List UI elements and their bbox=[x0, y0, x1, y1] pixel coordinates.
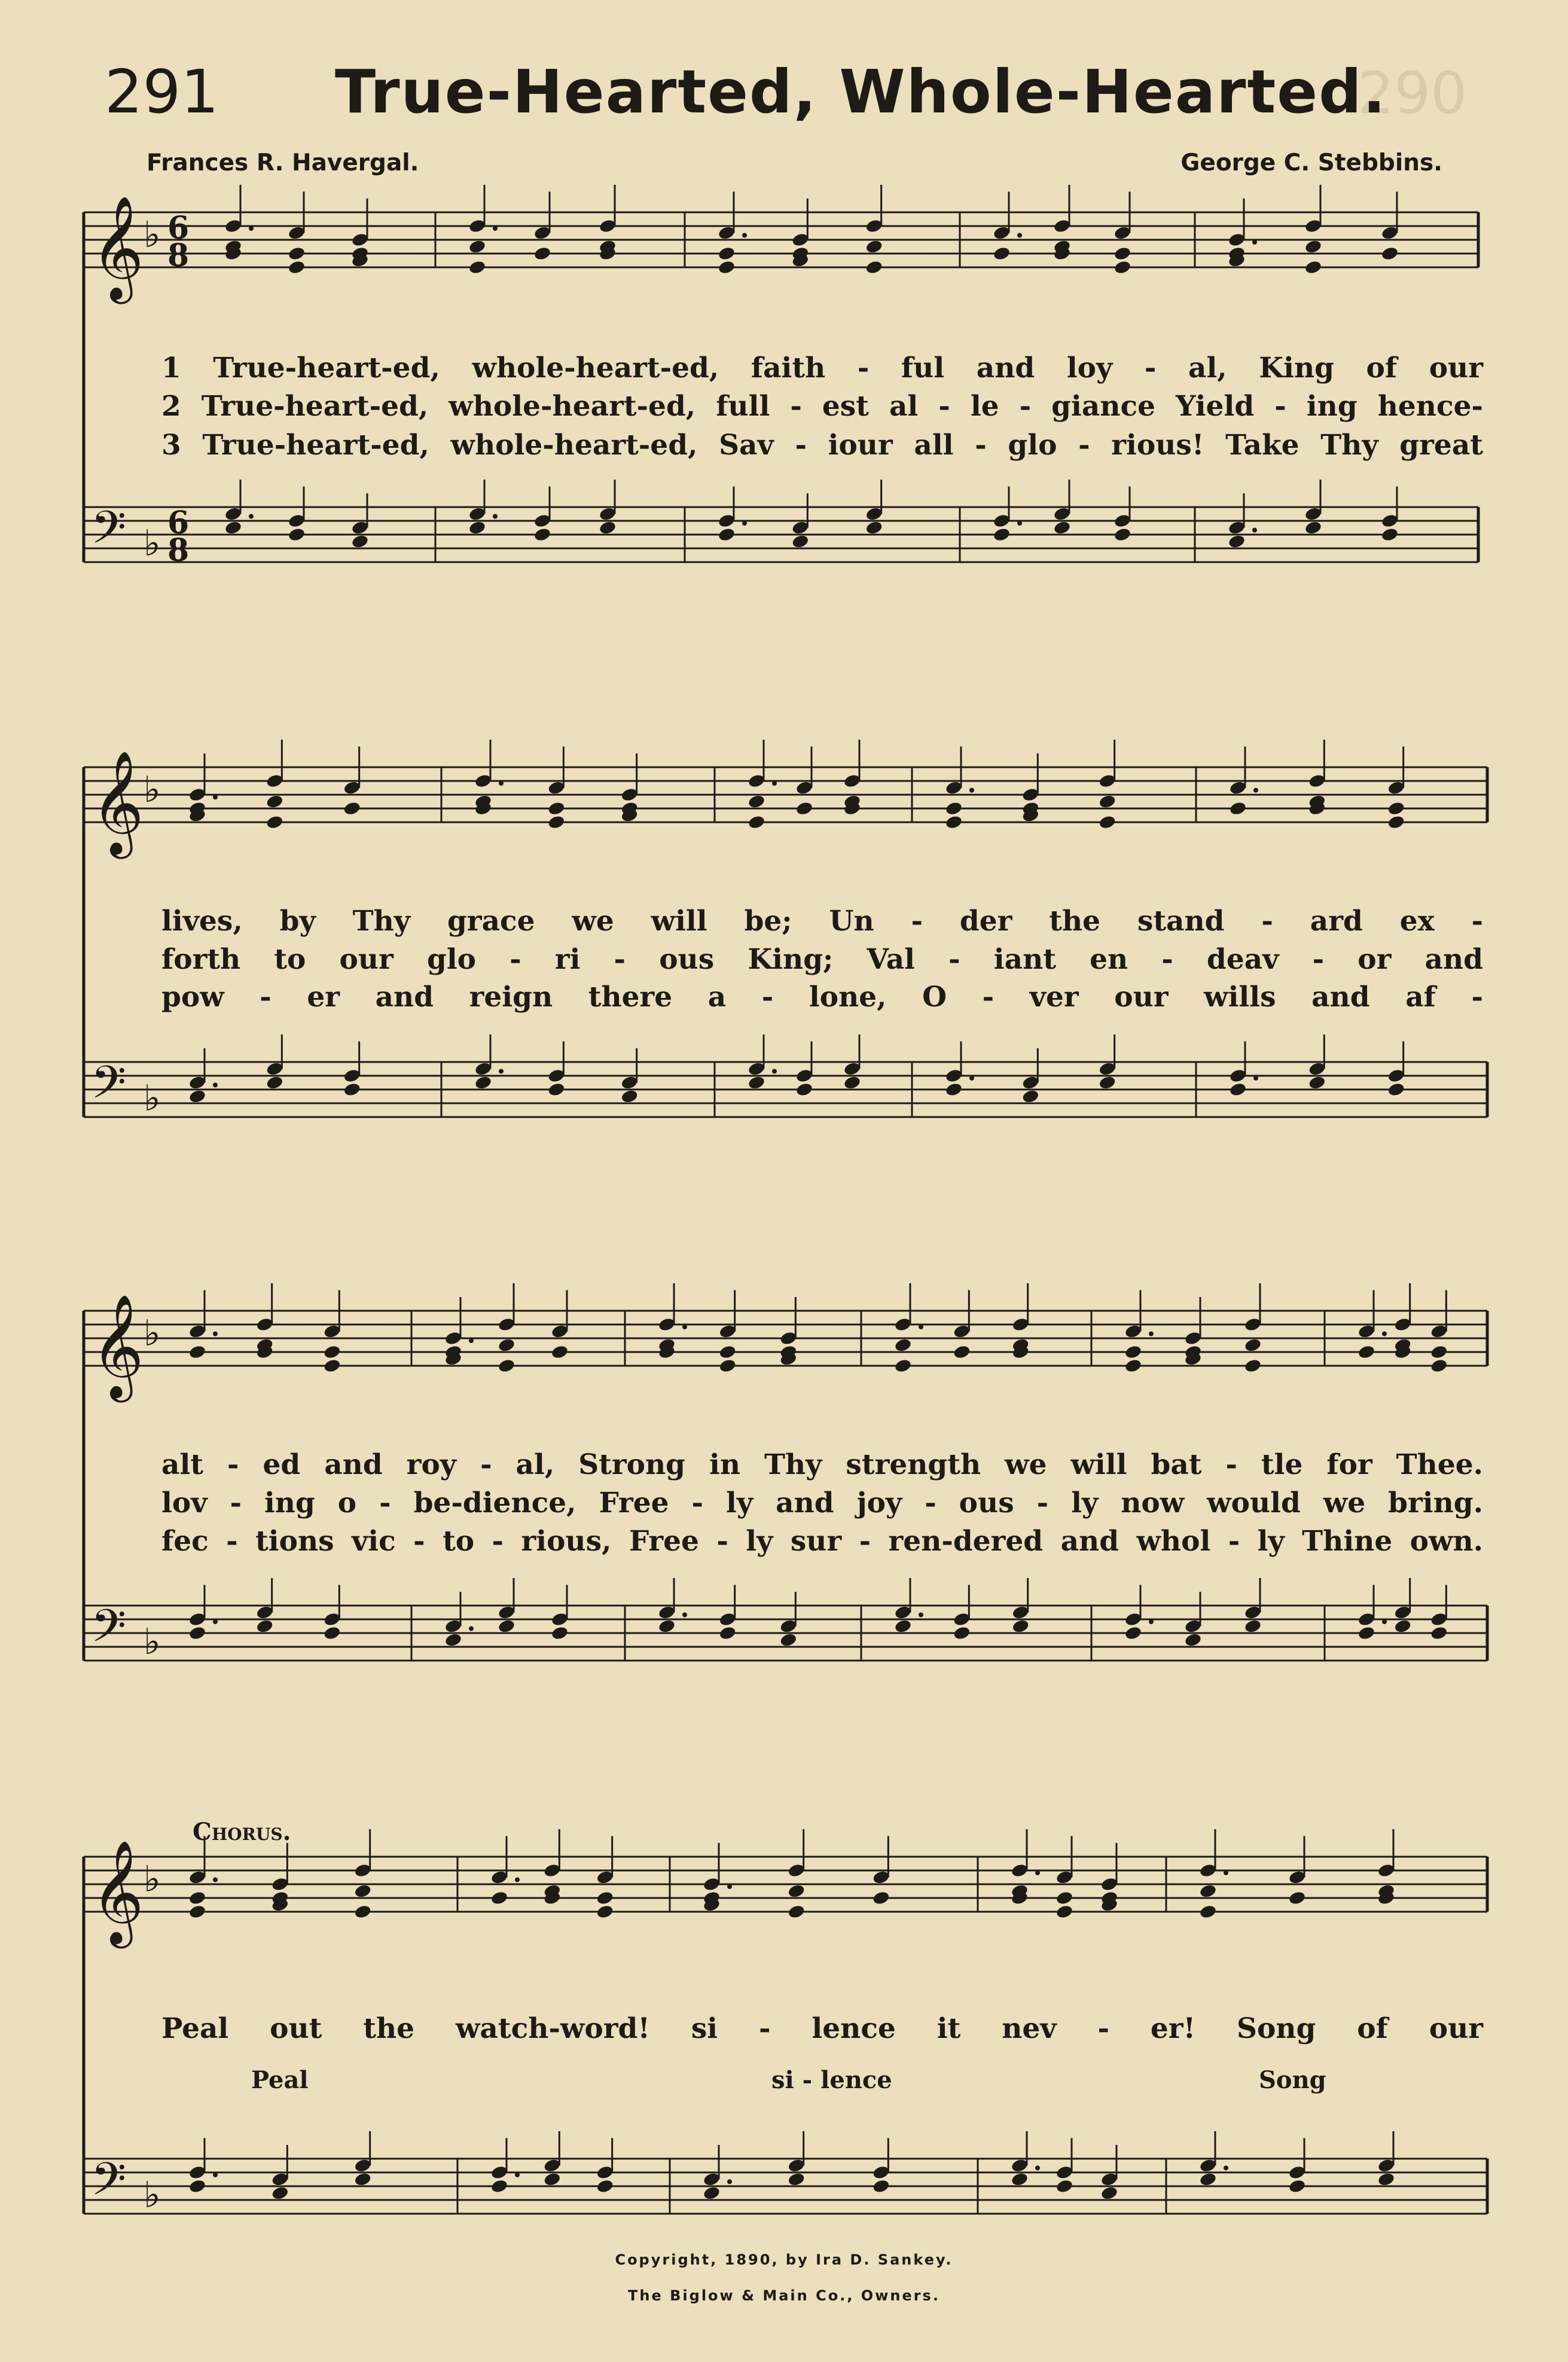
note-head bbox=[543, 2172, 562, 2187]
note-head bbox=[266, 814, 284, 830]
augmentation-dot bbox=[772, 781, 777, 786]
note-head bbox=[1098, 1075, 1116, 1091]
note-head bbox=[288, 527, 306, 542]
lyric-line: fec - tions vic - to - rious, Free - ly sur - ren-dered and whol - ly Thine own. bbox=[161, 1525, 1483, 1558]
augmentation-dot bbox=[469, 1338, 474, 1343]
lyric-line: Peal out the watch-word! si - lence it nev - er! Song of our bbox=[161, 2012, 1483, 2045]
flat-key-icon: ♭ bbox=[144, 2174, 161, 2216]
note-head bbox=[533, 527, 552, 542]
note-head bbox=[255, 1619, 274, 1634]
note-head bbox=[1244, 1358, 1262, 1374]
augmentation-dot bbox=[493, 226, 498, 231]
augmentation-dot bbox=[213, 1878, 218, 1882]
treble-clef-icon: 𝄞 bbox=[91, 1294, 144, 1398]
note-head bbox=[795, 1082, 814, 1097]
note-head bbox=[468, 260, 487, 275]
note-head bbox=[1021, 1089, 1040, 1104]
note-head bbox=[1381, 246, 1399, 261]
note-head bbox=[343, 801, 361, 816]
note-head bbox=[787, 2172, 806, 2187]
note-head bbox=[1387, 814, 1405, 830]
note-head bbox=[474, 1075, 493, 1091]
note-head bbox=[620, 1089, 639, 1104]
note-head bbox=[188, 2178, 207, 2194]
bass-lyric: Song bbox=[1259, 2066, 1326, 2094]
note-head bbox=[551, 1344, 569, 1360]
bass-clef-icon: 𝄢 bbox=[91, 2153, 127, 2217]
note-head bbox=[894, 1358, 913, 1374]
note-head bbox=[945, 801, 963, 816]
note-head bbox=[953, 1344, 971, 1360]
flat-key-icon: ♭ bbox=[144, 769, 161, 811]
augmentation-dot bbox=[682, 1325, 687, 1329]
note-head bbox=[1098, 794, 1116, 810]
augmentation-dot bbox=[1252, 528, 1257, 533]
note-head bbox=[1011, 1619, 1030, 1634]
note-head bbox=[1229, 1082, 1247, 1097]
augmentation-dot bbox=[682, 1613, 687, 1618]
note-head bbox=[533, 246, 552, 261]
note-head bbox=[993, 246, 1011, 261]
note-head bbox=[718, 1358, 737, 1374]
bass-clef-icon: 𝄢 bbox=[91, 1600, 127, 1664]
note-head bbox=[1124, 1358, 1143, 1374]
time-signature-top: 6 bbox=[167, 210, 190, 246]
note-head bbox=[1228, 534, 1246, 550]
lyric-line: 1 True-heart-ed, whole-heart-ed, faith - ful and loy - al, King of our bbox=[161, 352, 1483, 384]
augmentation-dot bbox=[1253, 788, 1258, 793]
augmentation-dot bbox=[919, 1613, 923, 1618]
augmentation-dot bbox=[742, 521, 747, 526]
owners-line: The Biglow & Main Co., Owners. bbox=[628, 2287, 940, 2304]
note-head bbox=[188, 1625, 207, 1641]
note-head bbox=[1304, 260, 1323, 275]
augmentation-dot bbox=[249, 514, 254, 519]
augmentation-dot bbox=[1382, 1619, 1387, 1624]
note-head bbox=[1387, 1082, 1405, 1097]
note-head bbox=[1377, 2172, 1396, 2187]
note-head bbox=[1114, 246, 1132, 261]
note-head bbox=[1304, 239, 1323, 255]
copyright-line: Copyright, 1890, by Ira D. Sankey. bbox=[615, 2251, 953, 2268]
note-head bbox=[865, 260, 883, 275]
note-head bbox=[1244, 1338, 1262, 1353]
treble-clef-icon: 𝄞 bbox=[91, 196, 144, 300]
lyric-line: forth to our glo - ri - ous King; Val - iant en - deav - or and bbox=[161, 943, 1483, 976]
note-head bbox=[498, 1358, 516, 1374]
augmentation-dot bbox=[213, 795, 218, 799]
note-head bbox=[1430, 1625, 1448, 1641]
note-head bbox=[703, 2186, 721, 2201]
augmentation-dot bbox=[213, 2172, 218, 2177]
note-head bbox=[872, 1890, 890, 1906]
note-head bbox=[1184, 1632, 1203, 1648]
augmentation-dot bbox=[493, 514, 498, 519]
augmentation-dot bbox=[1149, 1619, 1154, 1624]
bass-lyric: si - lence bbox=[771, 2066, 892, 2094]
hymn-number: 291 bbox=[105, 57, 219, 127]
note-head bbox=[468, 520, 487, 536]
note-head bbox=[596, 2178, 614, 2194]
note-head bbox=[795, 801, 814, 816]
augmentation-dot bbox=[1224, 1870, 1228, 1875]
note-head bbox=[748, 794, 766, 810]
note-head bbox=[351, 534, 370, 550]
note-head bbox=[658, 1619, 676, 1634]
treble-clef-icon: 𝄞 bbox=[91, 1840, 144, 1944]
bass-lyric: Peal bbox=[251, 2066, 309, 2094]
note-head bbox=[1055, 1890, 1074, 1906]
augmentation-dot bbox=[727, 2180, 732, 2184]
augmentation-dot bbox=[1252, 240, 1257, 245]
bleed-through-number: 290 bbox=[1357, 60, 1468, 127]
note-head bbox=[1011, 2172, 1029, 2187]
note-head bbox=[787, 1884, 806, 1899]
note-head bbox=[787, 1904, 806, 1919]
note-head bbox=[547, 814, 566, 830]
augmentation-dot bbox=[1382, 1332, 1387, 1336]
augmentation-dot bbox=[469, 1626, 474, 1631]
note-head bbox=[718, 260, 736, 275]
note-head bbox=[188, 1344, 207, 1360]
note-head bbox=[343, 1082, 361, 1097]
note-head bbox=[1199, 1884, 1218, 1899]
note-head bbox=[1124, 1625, 1143, 1641]
note-head bbox=[188, 1089, 207, 1104]
bass-clef-icon: 𝄢 bbox=[91, 1056, 127, 1120]
augmentation-dot bbox=[515, 2172, 520, 2177]
note-head bbox=[444, 1632, 463, 1648]
note-head bbox=[596, 1904, 614, 1919]
time-signature-bottom: 8 bbox=[167, 532, 190, 569]
augmentation-dot bbox=[919, 1325, 923, 1329]
augmentation-dot bbox=[969, 788, 974, 793]
note-head bbox=[1381, 527, 1399, 542]
note-head bbox=[1124, 1344, 1143, 1360]
note-head bbox=[1114, 527, 1132, 542]
note-head bbox=[1288, 1890, 1307, 1906]
note-head bbox=[1199, 1904, 1218, 1919]
treble-clef-icon: 𝄞 bbox=[91, 750, 144, 855]
note-head bbox=[894, 1619, 913, 1634]
note-head bbox=[718, 527, 736, 542]
augmentation-dot bbox=[1224, 2166, 1228, 2171]
augmentation-dot bbox=[213, 1619, 218, 1624]
augmentation-dot bbox=[1253, 1076, 1258, 1081]
note-head bbox=[551, 1625, 569, 1641]
composer-credit: George C. Stebbins. bbox=[1180, 149, 1442, 176]
note-head bbox=[353, 1884, 372, 1899]
augmentation-dot bbox=[213, 1083, 218, 1088]
note-head bbox=[718, 1344, 737, 1360]
augmentation-dot bbox=[213, 1332, 218, 1336]
note-head bbox=[468, 239, 487, 255]
note-head bbox=[1100, 2186, 1119, 2201]
augmentation-dot bbox=[1149, 1332, 1154, 1336]
note-head bbox=[1229, 801, 1247, 816]
note-head bbox=[1393, 1619, 1412, 1634]
note-head bbox=[1114, 260, 1132, 275]
note-head bbox=[188, 1890, 207, 1906]
chorus-label: Chorus. bbox=[193, 1818, 291, 1846]
note-head bbox=[1430, 1358, 1448, 1374]
note-head bbox=[323, 1344, 341, 1360]
note-head bbox=[1357, 1625, 1376, 1641]
note-head bbox=[1199, 2172, 1218, 2187]
note-head bbox=[993, 527, 1011, 542]
note-head bbox=[1055, 1904, 1074, 1919]
note-head bbox=[1288, 2178, 1307, 2194]
lyric-line: pow - er and reign there a - lone, O - ver our wills and af - bbox=[161, 981, 1483, 1014]
lyric-line: lives, by Thy grace we will be; Un - der the stand - ard ex - bbox=[161, 905, 1483, 938]
augmentation-dot bbox=[772, 1069, 777, 1074]
note-head bbox=[1387, 801, 1405, 816]
lyric-line: 3 True-heart-ed, whole-heart-ed, Sav - iour all - glo - rious! Take Thy great bbox=[161, 429, 1483, 462]
time-signature-bottom: 8 bbox=[167, 237, 190, 274]
note-head bbox=[1304, 520, 1323, 536]
note-head bbox=[266, 794, 284, 810]
note-head bbox=[1308, 1075, 1326, 1091]
augmentation-dot bbox=[1035, 2166, 1040, 2171]
bass-clef-icon: 𝄢 bbox=[91, 501, 127, 565]
augmentation-dot bbox=[969, 1076, 974, 1081]
note-head bbox=[945, 1082, 963, 1097]
hymn-title: True-Hearted, Whole-Hearted. bbox=[335, 57, 1387, 127]
augmentation-dot bbox=[1017, 233, 1022, 238]
flat-key-icon: ♭ bbox=[144, 1859, 161, 1900]
note-head bbox=[718, 246, 736, 261]
note-head bbox=[1430, 1344, 1448, 1360]
augmentation-dot bbox=[742, 233, 747, 238]
note-head bbox=[779, 1632, 798, 1648]
note-head bbox=[865, 239, 883, 255]
flat-key-icon: ♭ bbox=[144, 1621, 161, 1663]
note-head bbox=[599, 520, 617, 536]
augmentation-dot bbox=[1017, 521, 1022, 526]
note-head bbox=[748, 1075, 766, 1091]
time-signature-top: 6 bbox=[167, 505, 190, 541]
note-head bbox=[748, 814, 766, 830]
note-head bbox=[490, 2178, 509, 2194]
note-head bbox=[323, 1358, 341, 1374]
note-head bbox=[1098, 814, 1116, 830]
note-head bbox=[953, 1625, 971, 1641]
flat-key-icon: ♭ bbox=[144, 1313, 161, 1354]
note-head bbox=[1053, 520, 1072, 536]
augmentation-dot bbox=[499, 1069, 504, 1074]
note-head bbox=[266, 1075, 284, 1091]
note-head bbox=[791, 534, 810, 550]
note-head bbox=[547, 801, 566, 816]
note-head bbox=[894, 1338, 913, 1353]
note-head bbox=[323, 1625, 341, 1641]
note-head bbox=[945, 814, 963, 830]
note-head bbox=[288, 260, 306, 275]
augmentation-dot bbox=[727, 1884, 732, 1889]
note-head bbox=[271, 2186, 289, 2201]
note-head bbox=[353, 1904, 372, 1919]
note-head bbox=[843, 1075, 862, 1091]
note-head bbox=[865, 520, 883, 536]
augmentation-dot bbox=[1035, 1870, 1040, 1875]
note-head bbox=[490, 1890, 509, 1906]
author-credit: Frances R. Havergal. bbox=[147, 149, 419, 176]
note-head bbox=[1357, 1344, 1376, 1360]
lyric-line: alt - ed and roy - al, Strong in Thy strength we will bat - tle for Thee. bbox=[161, 1448, 1483, 1481]
note-head bbox=[1055, 2178, 1074, 2194]
augmentation-dot bbox=[249, 226, 254, 231]
note-head bbox=[596, 1890, 614, 1906]
note-head bbox=[498, 1619, 516, 1634]
note-head bbox=[288, 246, 306, 261]
note-head bbox=[188, 1904, 207, 1919]
note-head bbox=[872, 2178, 890, 2194]
note-head bbox=[1244, 1619, 1262, 1634]
flat-key-icon: ♭ bbox=[144, 523, 161, 564]
note-head bbox=[498, 1338, 516, 1353]
note-head bbox=[353, 2172, 372, 2187]
flat-key-icon: ♭ bbox=[144, 214, 161, 256]
augmentation-dot bbox=[499, 781, 504, 786]
note-head bbox=[718, 1625, 737, 1641]
note-head bbox=[547, 1082, 566, 1097]
flat-key-icon: ♭ bbox=[144, 1078, 161, 1119]
augmentation-dot bbox=[515, 1878, 520, 1882]
lyric-line: lov - ing o - be-dience, Free - ly and joy - ous - ly now would we bring. bbox=[161, 1487, 1483, 1519]
lyric-line: 2 True-heart-ed, whole-heart-ed, full - est al - le - giance Yield - ing hence- bbox=[161, 390, 1483, 423]
note-head bbox=[224, 520, 243, 536]
